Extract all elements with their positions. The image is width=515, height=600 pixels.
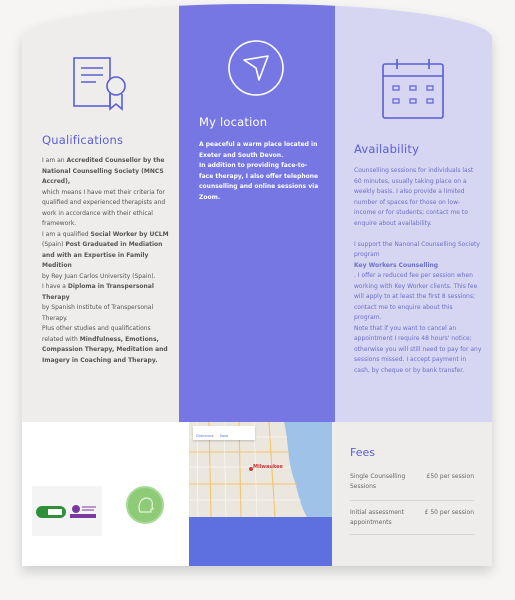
body-paragraph: I am an Accredited Counsellor by the National Counselling Society (MNCS Accred), <box>42 157 165 185</box>
location-title: My location <box>199 115 268 129</box>
ncs-accreditation-badge <box>32 486 102 536</box>
qualifications-text <box>42 156 170 366</box>
emphasis-text: Social Worker by UCLM <box>90 230 169 238</box>
location-text <box>199 140 321 203</box>
body-paragraph: . I offer a reduced fee per session when working with Key Worker clients. This fee will apply to at least the first 8 sessions; contact me to enquire about this program. <box>354 272 478 321</box>
location-panel <box>179 4 335 422</box>
body-paragraph: which means I have met their criteria for qualified and experienced therapists and work in accordance with their ethical framework. <box>42 188 166 227</box>
body-paragraph: In addition to providing face-to-face therapy, I also offer telephone counselling and online sessions via Zoom. <box>199 162 319 201</box>
body-paragraph <box>354 261 482 272</box>
location-map[interactable] <box>189 422 332 517</box>
body-paragraph: (Spain) Post Graduated in Mediation and with an Expertise in Family Medition <box>42 241 163 269</box>
services-card <box>22 4 492 566</box>
fee-row <box>350 472 474 492</box>
map-directions-link[interactable]: Directions <box>196 434 214 438</box>
certificate-icon <box>72 56 132 112</box>
availability-panel <box>335 4 492 422</box>
fees-title: Fees <box>350 446 375 459</box>
calendar-icon <box>381 58 445 120</box>
fee-label: Initial assessment appointments <box>350 509 405 526</box>
body-paragraph: Note that if you want to cancel an appointment I require 48 hours' notice; otherwise you will still need to pay for any sessions missed. I accept payment in cash, by cheque or by bank transfer. <box>354 324 482 374</box>
map-city-label: Milwaukee <box>253 464 283 470</box>
availability-text <box>354 166 482 376</box>
qualifications-panel <box>22 4 179 422</box>
body-paragraph: by Rey Juan Carlos University (Spain). <box>42 272 156 280</box>
body-paragraph: I support the Nanonal Counselling Society program <box>354 240 480 258</box>
body-paragraph <box>354 229 482 240</box>
map-controls <box>193 426 255 440</box>
fee-divider <box>350 500 474 501</box>
location-arrow-icon <box>226 38 286 98</box>
accredited-logo-icon <box>32 486 102 536</box>
emphasis-text: Post Graduated in Mediation and with an Expertise in Family Medition <box>42 241 163 269</box>
body-paragraph: Counselling sessions for individuals last 60 minutes, usually taking place on a weekly basis. I also provide a limited number of spaces for those on low-income or for students; contact me to enquire about availability. <box>354 167 474 227</box>
fees-panel <box>332 422 492 566</box>
head-profile-icon <box>128 488 162 522</box>
accreditation-badges <box>22 422 189 566</box>
qualifications-title: Qualifications <box>42 133 124 147</box>
membership-seal <box>126 486 164 524</box>
fee-price: £ 50 per session <box>424 509 474 516</box>
body-paragraph: by Spanish Institute of Transpersonal Therapy. <box>42 304 154 322</box>
emphasis-text: Diploma in Transpersonal Therapy <box>42 283 154 301</box>
fee-label: Single Counselling Sessions <box>350 473 406 490</box>
fee-price: £50 per session <box>426 473 474 480</box>
emphasis-text: Key Workers Counselling <box>354 261 439 269</box>
body-paragraph: Plus other studies and qualifications related with Mindfulness, Emotions, Compassion Therapy, Meditation and Imagery in Coaching and Therapy. <box>42 325 168 364</box>
location-map-panel <box>189 422 332 566</box>
map-save-link[interactable]: Save <box>219 434 229 438</box>
availability-title: Availability <box>354 142 420 156</box>
body-paragraph: A peaceful a warm place located in Exeter and South Devon. <box>199 141 318 159</box>
fee-row <box>350 508 474 528</box>
emphasis-text: Mindfulness, Emotions, Compassion Therapy, Meditation and Imagery in Coaching and Therapy. <box>42 335 168 364</box>
emphasis-text: Accredited Counsellor by the National Counselling Society (MNCS Accred), <box>42 157 165 185</box>
body-paragraph: I have a Diploma in Transpersonal Therapy <box>42 283 154 301</box>
body-paragraph: I am a qualified Social Worker by UCLM <box>42 230 169 238</box>
fee-divider <box>350 534 474 535</box>
